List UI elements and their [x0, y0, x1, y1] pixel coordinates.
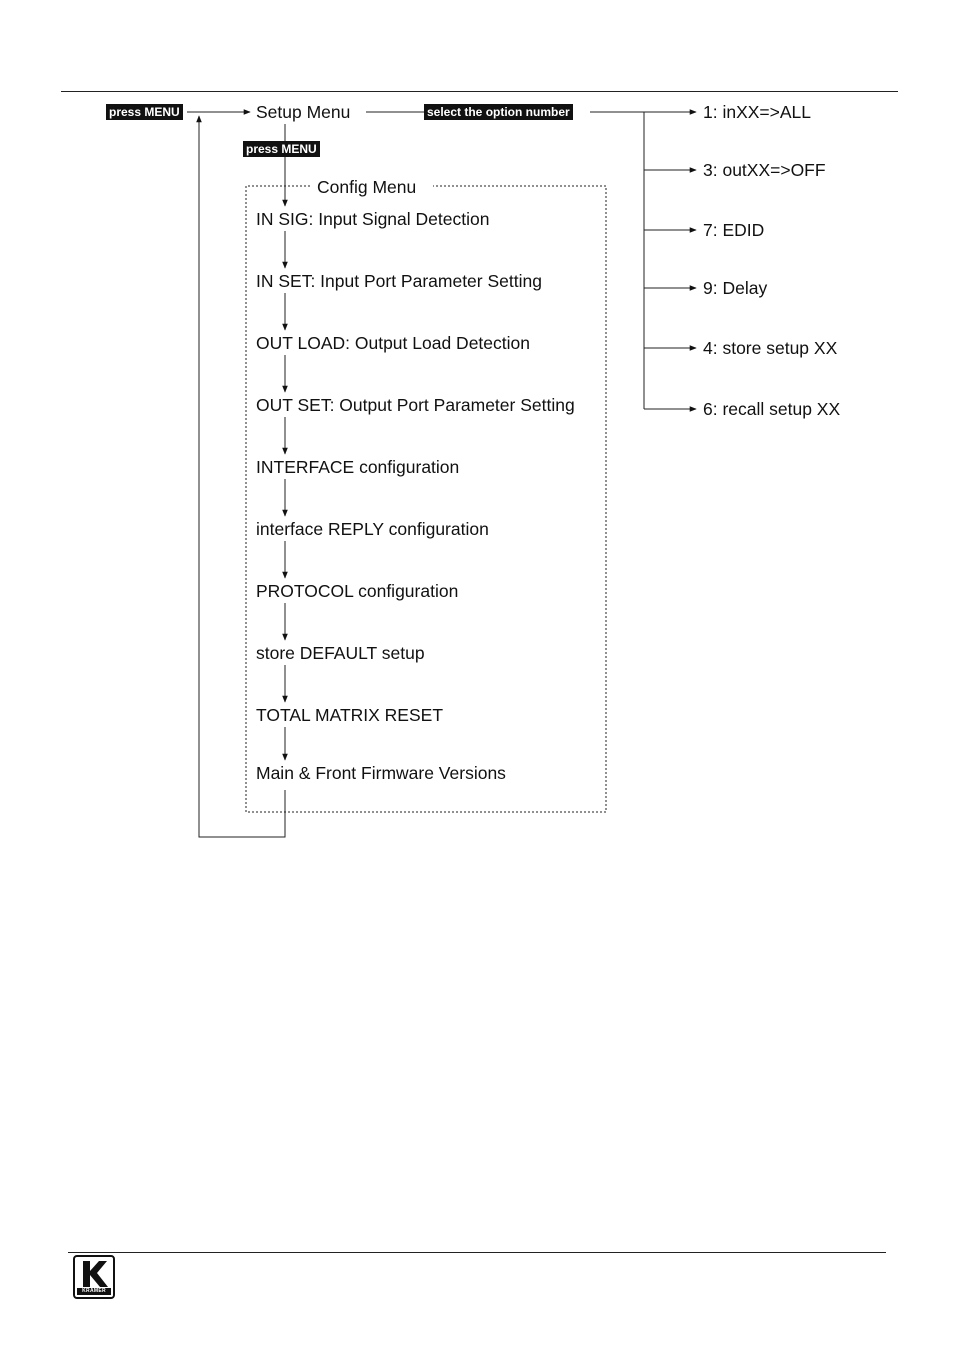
setup-option-item: 7: EDID — [703, 220, 765, 240]
footer-rule — [68, 1252, 886, 1253]
setup-menu-title: Setup Menu — [256, 102, 351, 122]
setup-option-item: 9: Delay — [703, 278, 768, 298]
config-menu-item: PROTOCOL configuration — [256, 581, 459, 601]
press-menu-badge: press MENU — [106, 104, 183, 120]
config-press-menu-badge: press MENU — [243, 141, 320, 157]
select-option-badge: select the option number — [424, 104, 573, 120]
setup-option-item: 1: inXX=>ALL — [703, 102, 811, 122]
setup-option-item: 6: recall setup XX — [703, 399, 841, 419]
config-menu-item: interface REPLY configuration — [256, 519, 489, 539]
config-menu-item: TOTAL MATRIX RESET — [256, 705, 444, 725]
config-menu-item: IN SIG: Input Signal Detection — [256, 209, 490, 229]
setup-option-item: 4: store setup XX — [703, 338, 838, 358]
setup-option-item: 3: outXX=>OFF — [703, 160, 826, 180]
config-menu-item: Main & Front Firmware Versions — [256, 763, 506, 783]
kramer-logo-icon — [73, 1255, 115, 1299]
config-menu-item: store DEFAULT setup — [256, 643, 425, 663]
config-menu-item: OUT LOAD: Output Load Detection — [256, 333, 530, 353]
config-menu-title: Config Menu — [317, 177, 417, 197]
config-menu-item: OUT SET: Output Port Parameter Setting — [256, 395, 575, 415]
config-menu-item: INTERFACE configuration — [256, 457, 460, 477]
config-menu-item: IN SET: Input Port Parameter Setting — [256, 271, 542, 291]
logo-wordmark: KRAMER — [77, 1288, 111, 1295]
